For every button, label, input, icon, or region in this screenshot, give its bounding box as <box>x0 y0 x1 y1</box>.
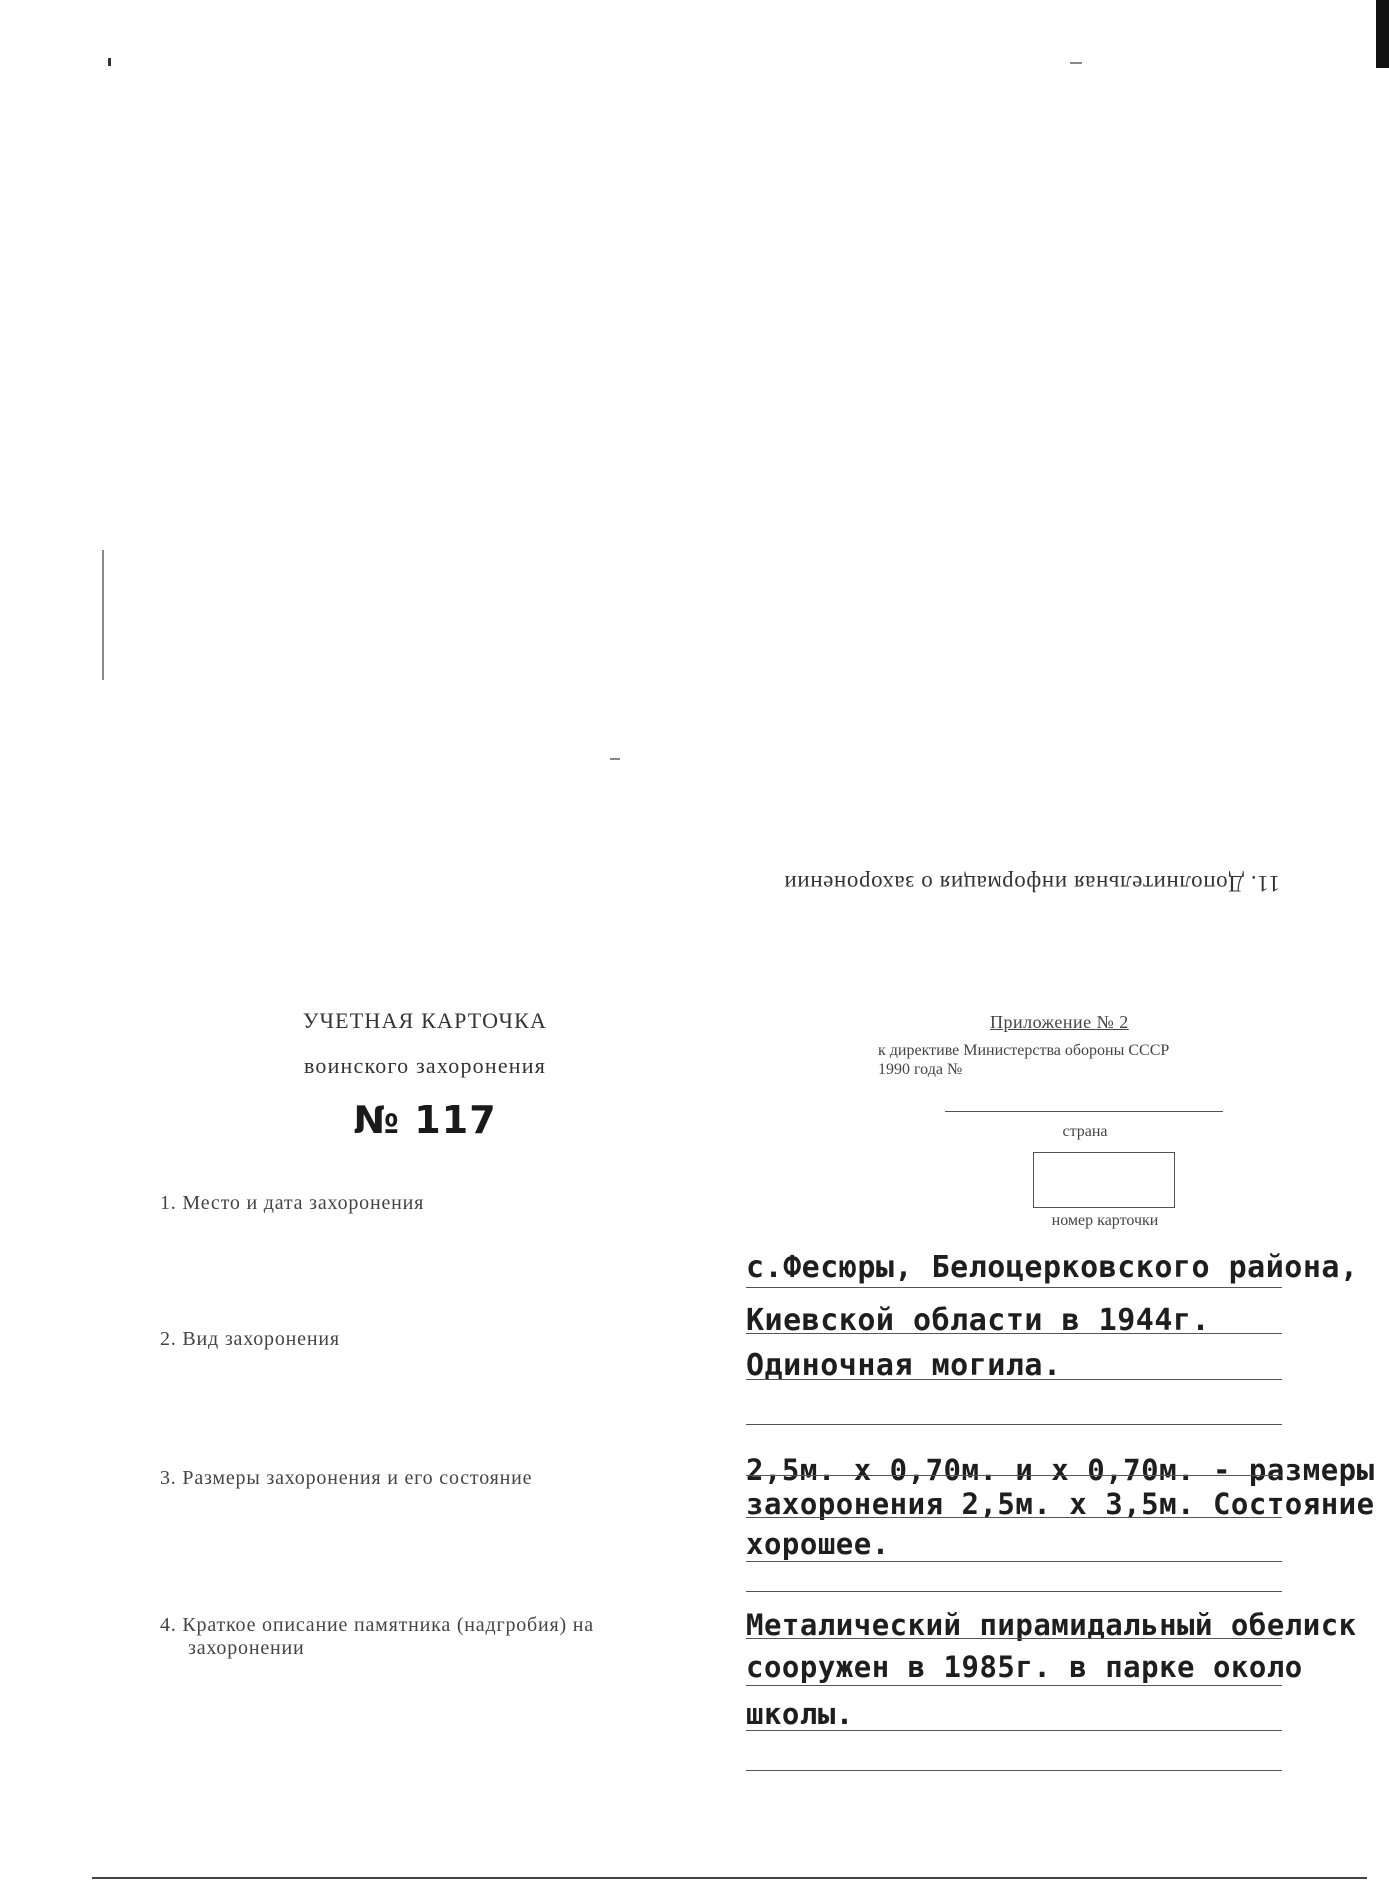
answer-line <box>746 1379 1282 1380</box>
answer-size-line3: хорошее. <box>746 1527 890 1561</box>
country-line <box>945 1111 1223 1112</box>
scan-margin-line <box>102 550 104 680</box>
card-number: № 117 <box>353 1098 497 1142</box>
answer-size-line1: 2,5м. х 0,70м. и х 0,70м. - размеры <box>746 1453 1375 1487</box>
answer-monument-line3: школы. <box>746 1697 854 1731</box>
answer-monument-line2: сооружен в 1985г. в парке около <box>746 1650 1303 1684</box>
card-number-caption: номер карточки <box>1051 1212 1159 1229</box>
field-label-burial-type: 2. Вид захоронения <box>160 1328 340 1350</box>
answer-line <box>746 1685 1282 1686</box>
scan-speck <box>1070 62 1082 64</box>
appendix-directive-line: к директиве Министерства обороны СССР <box>878 1042 1170 1059</box>
card-number-box <box>1033 1152 1175 1208</box>
card-subtitle: воинского захоронения <box>303 1053 547 1078</box>
scan-speck <box>108 58 111 66</box>
answer-line <box>746 1287 1282 1288</box>
additional-info-heading: 11. Дополнительная информация о захоронении <box>783 871 1280 896</box>
answer-line <box>746 1475 1282 1476</box>
answer-type-line1: Одиночная могила. <box>746 1348 1062 1383</box>
answer-line <box>746 1333 1282 1334</box>
field-label-size-condition: 3. Размеры захоронения и его состояние <box>160 1467 533 1489</box>
answer-place-line2: Киевской области в 1944г. <box>746 1303 1211 1338</box>
answer-line <box>746 1770 1282 1771</box>
answer-line <box>746 1561 1282 1562</box>
appendix-title: Приложение № 2 <box>990 1012 1129 1032</box>
answer-monument-line1: Металический пирамидальный обелиск <box>746 1608 1357 1642</box>
field-label-monument: 4. Краткое описание памятника (надгробия) на <box>160 1614 594 1636</box>
page-bottom-border <box>92 1877 1367 1879</box>
answer-size-line2: захоронения 2,5м. х 3,5м. Состояние <box>746 1487 1375 1521</box>
answer-line <box>746 1591 1282 1592</box>
scan-edge-mark <box>1376 0 1389 68</box>
appendix-year-line: 1990 года № <box>878 1061 963 1078</box>
answer-line <box>746 1424 1282 1425</box>
answer-line <box>746 1638 1282 1639</box>
country-caption: страна <box>1062 1123 1108 1140</box>
field-label-place-date: 1. Место и дата захоронения <box>160 1192 425 1214</box>
scan-speck <box>610 758 620 760</box>
answer-place-line1: с.Фесюры, Белоцерковского района, <box>746 1250 1359 1285</box>
card-title: УЧЕТНАЯ КАРТОЧКА <box>302 1008 548 1033</box>
answer-line <box>746 1517 1282 1518</box>
field-label-monument-cont: захоронении <box>188 1637 305 1659</box>
answer-line <box>746 1730 1282 1731</box>
